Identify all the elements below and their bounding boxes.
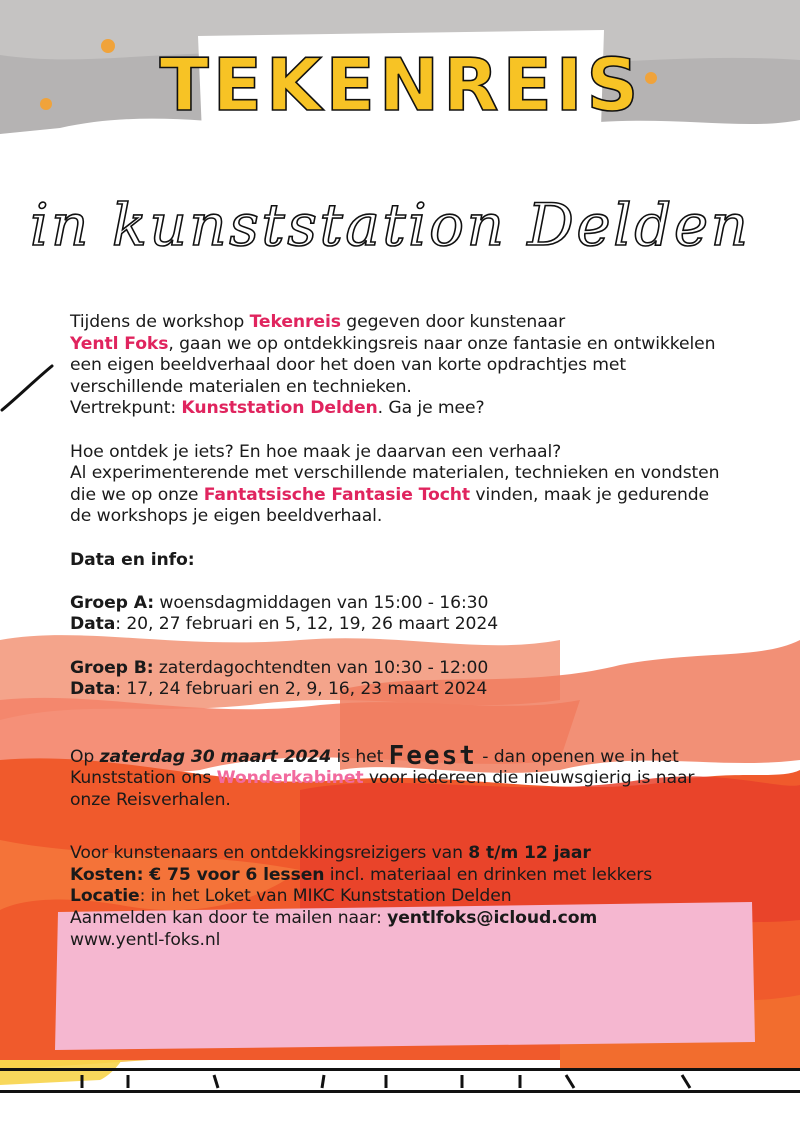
- rail-ties: [82, 1075, 690, 1088]
- group-b: [70, 658, 730, 701]
- text-segment: : in het Loket van MIKC Kunststation Delden: [139, 886, 512, 907]
- cost-label: Kosten: € 75 voor 6 lessen: [70, 864, 325, 885]
- email-link[interactable]: yentlfoks@icloud.com: [387, 908, 598, 929]
- text-segment: Op: [70, 746, 100, 767]
- text-segment: . Ga je mee?: [377, 398, 485, 419]
- intro-paragraph: [70, 312, 730, 420]
- party-paragraph: [70, 740, 730, 812]
- title-logo: [159, 28, 643, 136]
- party-date: zaterdag 30 maart 2024: [99, 746, 332, 767]
- content-body: [70, 312, 730, 951]
- subtitle-text: in kunststation Delden: [30, 191, 750, 259]
- text-segment: , gaan we op ontdekkingsreis naar onze fantasie en ontwikkelen een eigen beeldverhaal door het doen van korte opdrachtjes met verschillende materialen en technieken.: [70, 333, 716, 397]
- text-segment: incl. materiaal en drinken met lekkers: [324, 864, 653, 885]
- dates-label: Data: [70, 614, 116, 635]
- orange-dot: [101, 39, 115, 53]
- workshop-name: Tekenreis: [249, 312, 341, 332]
- text-segment: - dan openen we in het Kunststation ons: [70, 746, 679, 789]
- cabinet-name: Wonderkabinet: [216, 768, 364, 789]
- text-segment: is het: [331, 746, 389, 767]
- text-segment: Aanmelden kan door te mailen naar:: [70, 908, 388, 929]
- tour-name: Fantatsische Fantasie Tocht: [203, 484, 471, 505]
- discover-paragraph: [70, 442, 730, 528]
- ink-stroke: [2, 366, 52, 410]
- text-segment: Al experimenterende met verschillende materialen, technieken en vondsten die we op onze: [70, 463, 720, 505]
- title-text: TEKENREIS: [159, 43, 643, 127]
- text-segment: voor iedereen die nieuwsgierig is naar onze Reisverhalen.: [70, 768, 695, 811]
- group-label: Groep A:: [70, 592, 155, 613]
- text-segment: Hoe ontdek je iets? En hoe maak je daarvan een verhaal?: [70, 441, 562, 462]
- group-label: Groep B:: [70, 657, 154, 678]
- website-link[interactable]: www.yentl-foks.nl: [70, 929, 221, 950]
- group-dates: : 20, 27 februari en 5, 12, 19, 26 maart 2024: [115, 614, 499, 635]
- age-range: 8 t/m 12 jaar: [468, 843, 591, 864]
- text-segment: vinden, maak je gedurende de workshops je eigen beeldverhaal.: [70, 484, 710, 527]
- text-segment: Voor kunstenaars en ontdekkingsreizigers van: [70, 843, 469, 864]
- feest-word: Feest: [388, 740, 477, 771]
- location-name: Kunststation Delden: [181, 398, 378, 419]
- info-heading: Data en info:: [70, 549, 195, 570]
- group-time: zaterdagochtendten van 10:30 - 12:00: [153, 657, 489, 678]
- practical-info: [70, 843, 730, 951]
- text-segment: Tijdens de workshop: [70, 312, 250, 332]
- group-dates: : 17, 24 februari en 2, 9, 16, 23 maart 2024: [115, 679, 488, 700]
- location-label: Locatie: [70, 886, 140, 907]
- rail-line: [0, 1068, 800, 1071]
- text-segment: gegeven door kunstenaar: [340, 312, 566, 332]
- dates-label: Data: [70, 679, 116, 700]
- group-a: [70, 593, 730, 636]
- text-segment: Vertrekpunt:: [70, 398, 182, 419]
- handwritten-subtitle: [30, 175, 760, 295]
- artist-name: Yentl Foks: [70, 333, 169, 354]
- group-time: woensdagmiddagen van 15:00 - 16:30: [154, 592, 489, 613]
